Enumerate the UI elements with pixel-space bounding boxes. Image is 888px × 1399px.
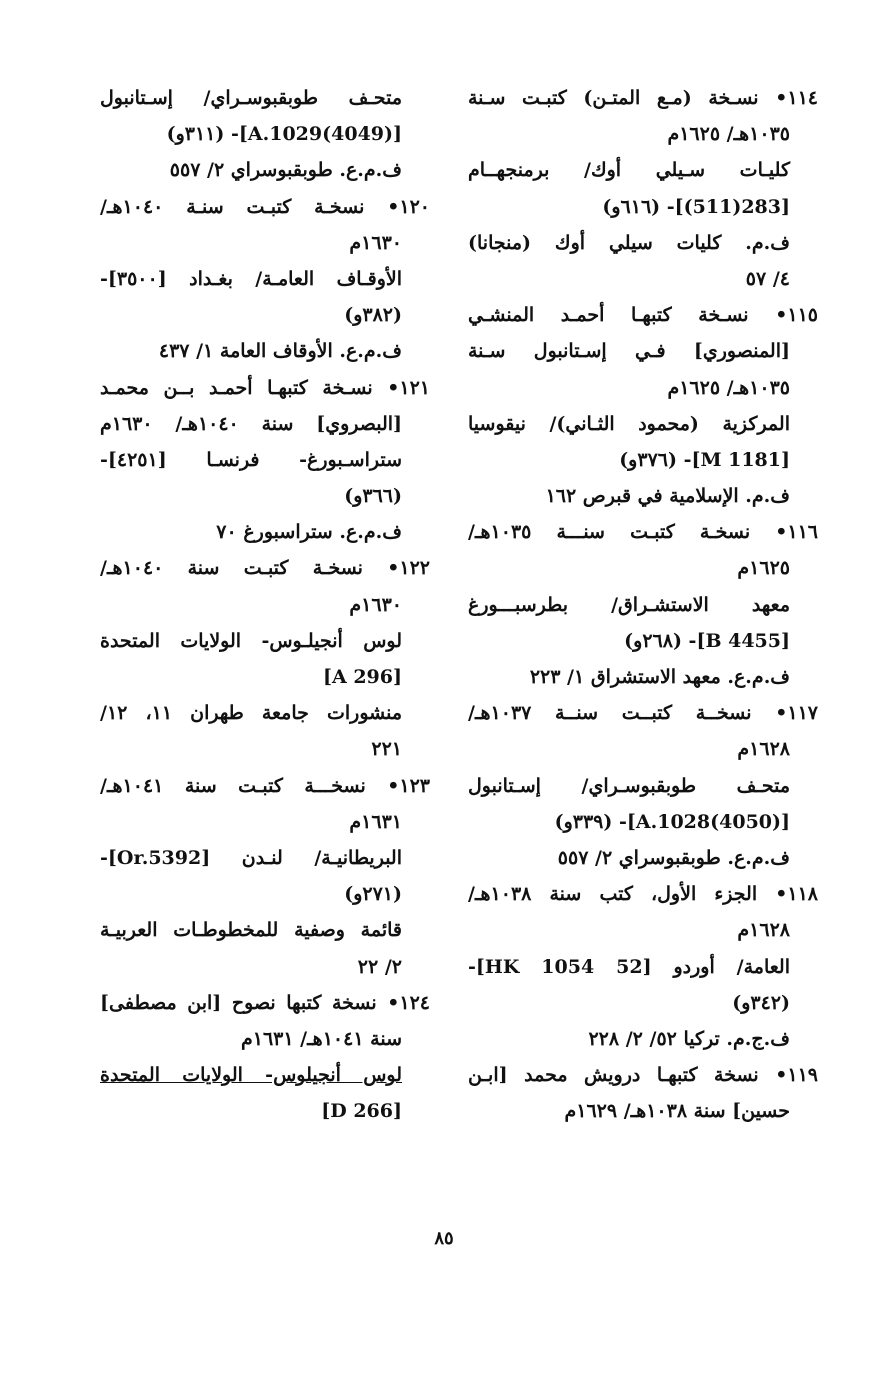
text-line: ف.م.ع. طوبقبوسراي ٢/ ٥٥٧ [557, 846, 790, 869]
left-column [100, 80, 430, 1129]
text-line: ٢٢١ [371, 738, 402, 761]
text-line: العامة/ أوردو [52 HK 1054]- [468, 955, 790, 978]
text-line: [البصروي] سنة ١٠٤٠هـ/ ١٦٣٠م [100, 412, 403, 435]
text-line: (٢٧١و) [344, 883, 402, 906]
text-line: ١٦٣١م [349, 810, 402, 833]
text-line: (٣٦٦و) [344, 485, 402, 508]
text-line: ١٢٢• نسخـة كتبـت سنة ١٠٤٠هـ/ [100, 557, 430, 580]
text-line: ١٢٠• نسخـة كتبـت سنـة ١٠٤٠هـ/ [100, 195, 430, 218]
text-line: ١٢٣• نسخـــة كتبـت سنة ١٠٤١هـ/ [100, 774, 430, 797]
text-line: ١٢١• نسـخة كتبهـا أحمـد بــن محمـد [100, 376, 430, 399]
text-line: متحـف طوبقبوسـراي/ إسـتانبول [100, 87, 402, 109]
text-line: منشورات جامعة طهران ١١، ١٢/ [100, 702, 402, 725]
text-line: ١٦٣٠م [349, 231, 402, 254]
text-line: [(4050)A.1028]- (٣٣٩و) [554, 810, 790, 833]
text-line: [M 1181]- (٣٧٦و) [619, 448, 790, 471]
text-line: [D 266] [321, 1100, 402, 1123]
text-line: ١١٧• نسخــة كتبــت سنــة ١٠٣٧هـ/ [468, 702, 818, 725]
text-line: ف.م.ع. معهد الاستشراق ١/ ٢٢٣ [529, 666, 790, 688]
text-line: متحـف طوبقبوسـراي/ إسـتانبول [468, 774, 790, 797]
text-line: (٣٨٢و) [344, 304, 402, 327]
text-line: كليـات سـيلي أوك/ برمنجهــام [468, 159, 790, 182]
text-line: ف.م.ع. طوبقبوسراي ٢/ ٥٥٧ [169, 159, 402, 182]
text-line: [المنصوري] فـي إسـتانبول سـنة [468, 340, 790, 363]
text-line: [283(511)]- (٦١٦و) [602, 195, 790, 218]
text-line: ٢/ ٢٢ [357, 955, 402, 978]
right-column [468, 80, 818, 1129]
text-line: ١١٩• نسخة كتبهـا درويش محمد [ابـن [468, 1064, 818, 1087]
text-line: [(4049)A.1029]- (٣١١و) [166, 123, 402, 146]
text-line: ١٦٢٨م [737, 919, 790, 942]
text-line: ٤/ ٥٧ [745, 267, 790, 290]
text-line: ١١٥• نسـخة كتبهـا أحمـد المنشـي [468, 304, 818, 327]
text-line: ف.ج.م. تركيا ٥٢/ ٢/ ٢٢٨ [588, 1027, 790, 1050]
text-line: لوس أنجيلوس- الولايات المتحدة [100, 1064, 402, 1087]
text-line: قائمة وصفية للمخطوطـات العربيـة [100, 919, 402, 942]
text-line: ف.م.ع. ستراسبورغ ٧٠ [216, 521, 402, 544]
text-line: ١٠٣٥هـ/ ١٦٢٥م [667, 123, 790, 146]
text-line: لوس أنجيلـوس- الولايات المتحدة [100, 629, 402, 652]
text-line: [A 296] [322, 666, 402, 688]
text-line: معهد الاستشـراق/ بطرسبـــورغ [468, 593, 790, 616]
text-line: ف.م.ع. الأوقاف العامة ١/ ٤٣٧ [158, 340, 402, 363]
text-line: حسين] سنة ١٠٣٨هـ/ ١٦٢٩م [564, 1100, 790, 1123]
text-line: سنة ١٠٤١هـ/ ١٦٣١م [240, 1027, 402, 1050]
text-line: ١١٨• الجزء الأول، كتب سنة ١٠٣٨هـ/ [468, 883, 818, 906]
text-line: ١٦٢٨م [737, 738, 790, 761]
text-line: ستراسـبورغ- فرنسـا [٤٢٥١]- [100, 448, 402, 471]
text-line: ف.م. الإسلامية في قبرص ١٦٢ [545, 485, 790, 508]
text-line: المركزية (محمود الثـاني)/ نيقوسيا [468, 412, 790, 435]
text-line: ١٦٢٥م [737, 557, 790, 580]
text-line: (٣٤٢و) [732, 991, 790, 1014]
text-line: ١٠٣٥هـ/ ١٦٢٥م [667, 376, 790, 399]
page-number: ٨٥ [434, 1228, 454, 1249]
text-line: ١١٤• نسـخة (مـع المتـن) كتبـت سـنة [468, 87, 818, 109]
text-line: ١٦٣٠م [349, 593, 402, 616]
text-line: الأوقـاف العامـة/ بغـداد [٣٥٠٠]- [100, 267, 402, 290]
text-line: ف.م. كليات سيلي أوك (منجانا) [468, 231, 790, 254]
text-line: ١١٦• نسخـة كتبـت سنـــة ١٠٣٥هـ/ [468, 521, 818, 544]
text-line: [B 4455]- (٢٦٨و) [624, 629, 790, 652]
text-line: البريطانيـة/ لنـدن [Or.5392]- [100, 846, 402, 869]
text-line: ١٢٤• نسخة كتبها نصوح [ابن مصطفى] [100, 991, 430, 1014]
